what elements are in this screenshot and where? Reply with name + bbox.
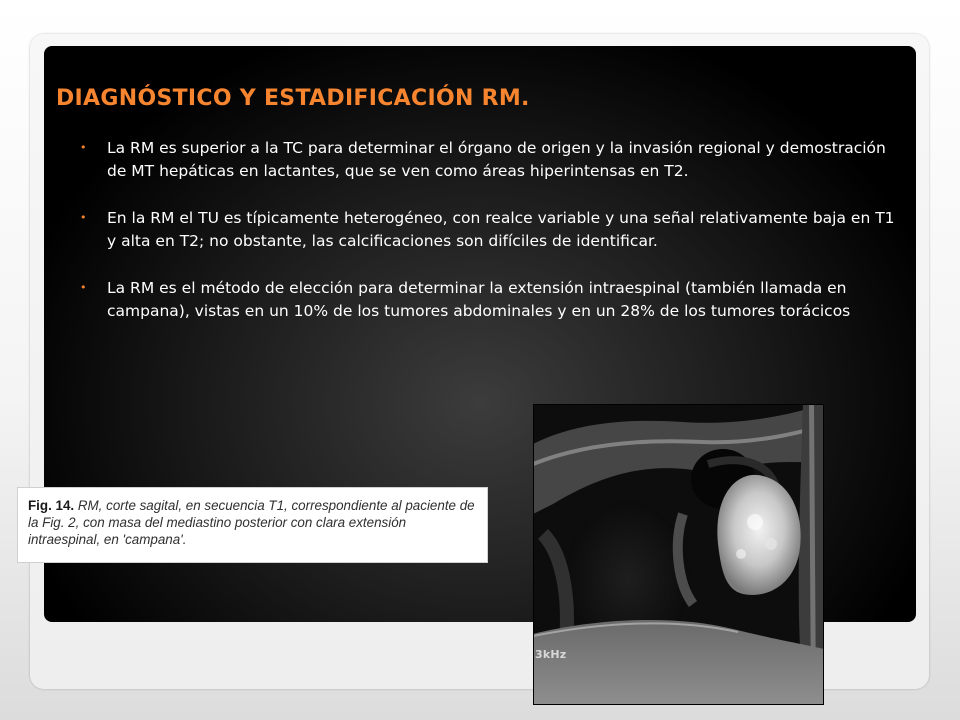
mri-scan-graphic	[533, 404, 824, 705]
bullet-item	[80, 277, 900, 322]
mri-sagittal-image	[533, 404, 824, 705]
bullet-icon: •	[80, 281, 87, 294]
figure-caption-body: RM, corte sagital, en secuencia T1, correspondiente al paciente de la Fig. 2, con masa del mediastino posterior con clara extensión intraespinal, en 'campana'.	[28, 498, 475, 547]
bullet-item	[80, 207, 900, 252]
bullet-text: La RM es superior a la TC para determinar el órgano de origen y la invasión regional y demostración de MT hepáticas en lactantes, que se ven como áreas hiperintensas en T2.	[107, 139, 886, 180]
slide-title: DIAGNÓSTICO Y ESTADIFICACIÓN RM.	[56, 86, 530, 111]
bullet-icon: •	[80, 211, 87, 224]
bullet-list	[80, 137, 900, 347]
bullet-text: En la RM el TU es típicamente heterogéneo, con realce variable y una señal relativamente baja en T1 y alta en T2; no obstante, las calcificaciones son difíciles de identificar.	[107, 209, 895, 250]
mri-overlay-label: 3kHz	[535, 648, 567, 661]
figure-caption-text	[28, 497, 479, 548]
bullet-text: La RM es el método de elección para determinar la extensión intraespinal (también llamada en campana), vistas en un 10% de los tumores abdominales y en un 28% de los tumores torácicos	[107, 279, 851, 320]
bullet-item	[80, 137, 900, 182]
figure-caption-label: Fig. 14.	[28, 498, 75, 513]
bullet-icon: •	[80, 141, 87, 154]
figure-caption	[18, 488, 487, 562]
